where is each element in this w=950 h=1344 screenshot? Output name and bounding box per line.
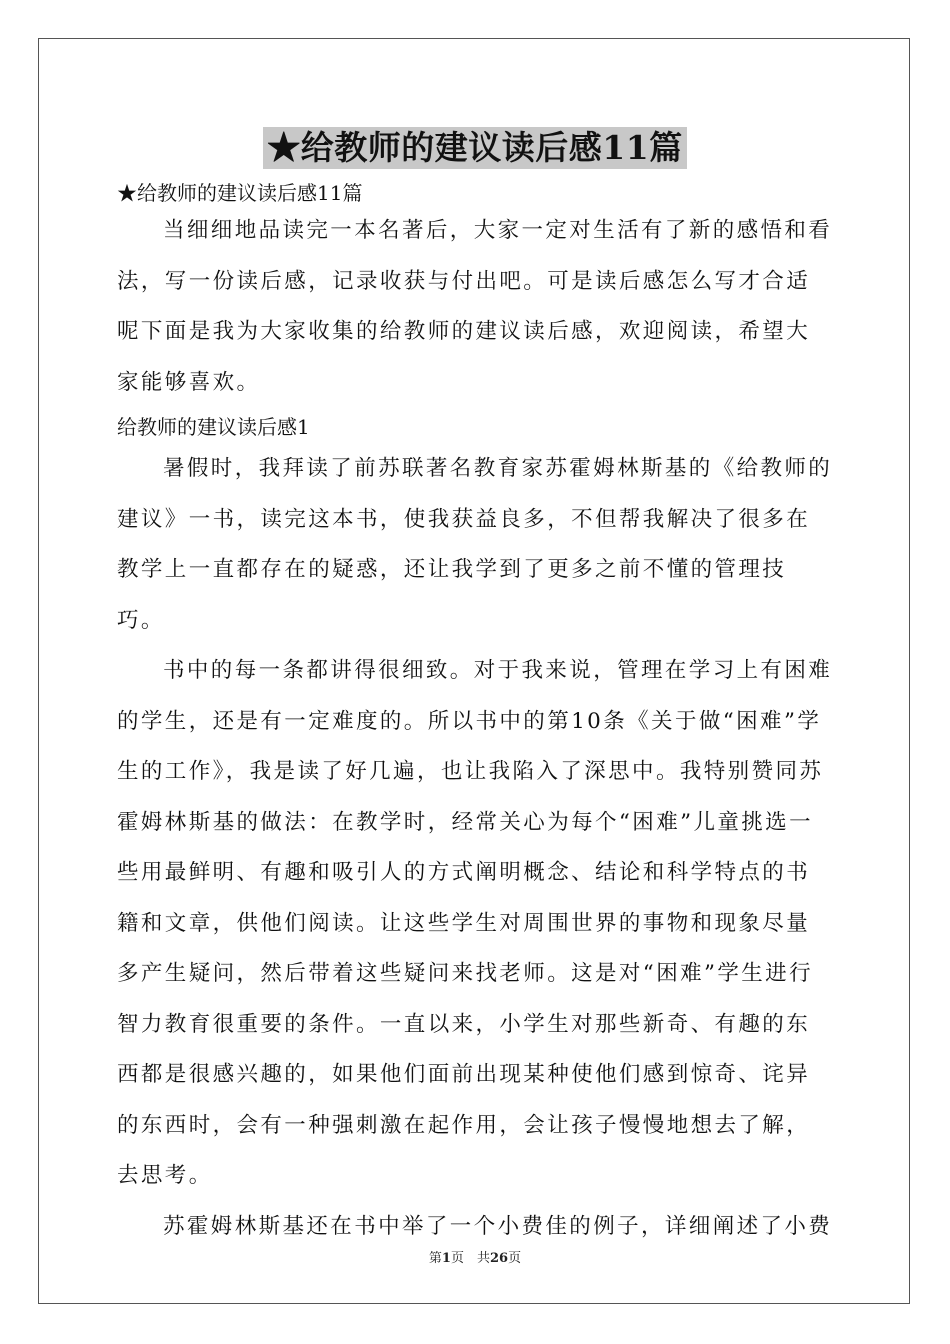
body-paragraph: 苏霍姆林斯基还在书中举了一个小费佳的例子，详细阐述了小费 [163,1213,833,1239]
page-footer [0,1247,950,1266]
document-title: ★给教师的建议读后感11篇 [263,127,686,169]
document-subtitle: ★给教师的建议读后感11篇 [117,181,363,205]
title-area [0,127,950,169]
body-paragraph: 书中的每一条都讲得很细致。对于我来说，管理在学习上有困难的学生，还是有一定难度的。所以书中的第10条《关于做“困难”学生的工作》，我是读了好几遍，也让我陷入了深思中。我特别赞同苏霍姆林斯基的做法：在教学时，经常关心为每个“困难”儿童挑选一些用最鲜明、有趣和吸引人的方式阐明概念、结论和科学特点的书籍和文章，供他们阅读。让这些学生对周围世界的事物和现象尽量多产生疑问，然后带着这些疑问来找老师。这是对“困难”学生进行智力教育很重要的条件。一直以来，小学生对那些新奇、有趣的东西都是很感兴趣的，如果他们面前出现某种使他们感到惊奇、诧异的东西时，会有一种强刺激在起作用，会让孩子慢慢地想去了解，去思考。 [117,658,833,1188]
document-body [117,180,833,1252]
footer-suffix: 页 [508,1251,522,1266]
footer-mid: 页 共 [450,1251,490,1266]
footer-prefix: 第 [428,1251,442,1266]
intro-paragraph: 当细细地品读完一本名著后，大家一定对生活有了新的感悟和看法，写一份读后感，记录收获与付出吧。可是读后感怎么写才合适呢下面是我为大家收集的给教师的建议读后感，欢迎阅读，希望大家能够喜欢。 [117,218,833,395]
section-heading: 给教师的建议读后感1 [117,415,310,439]
footer-page-number: 1 [441,1251,451,1266]
body-paragraph: 暑假时，我拜读了前苏联著名教育家苏霍姆林斯基的《给教师的建议》一书，读完这本书，使我获益良多，不但帮我解决了很多在教学上一直都存在的疑惑，还让我学到了更多之前不懂的管理技巧。 [117,456,833,633]
footer-total-pages: 26 [489,1251,509,1266]
